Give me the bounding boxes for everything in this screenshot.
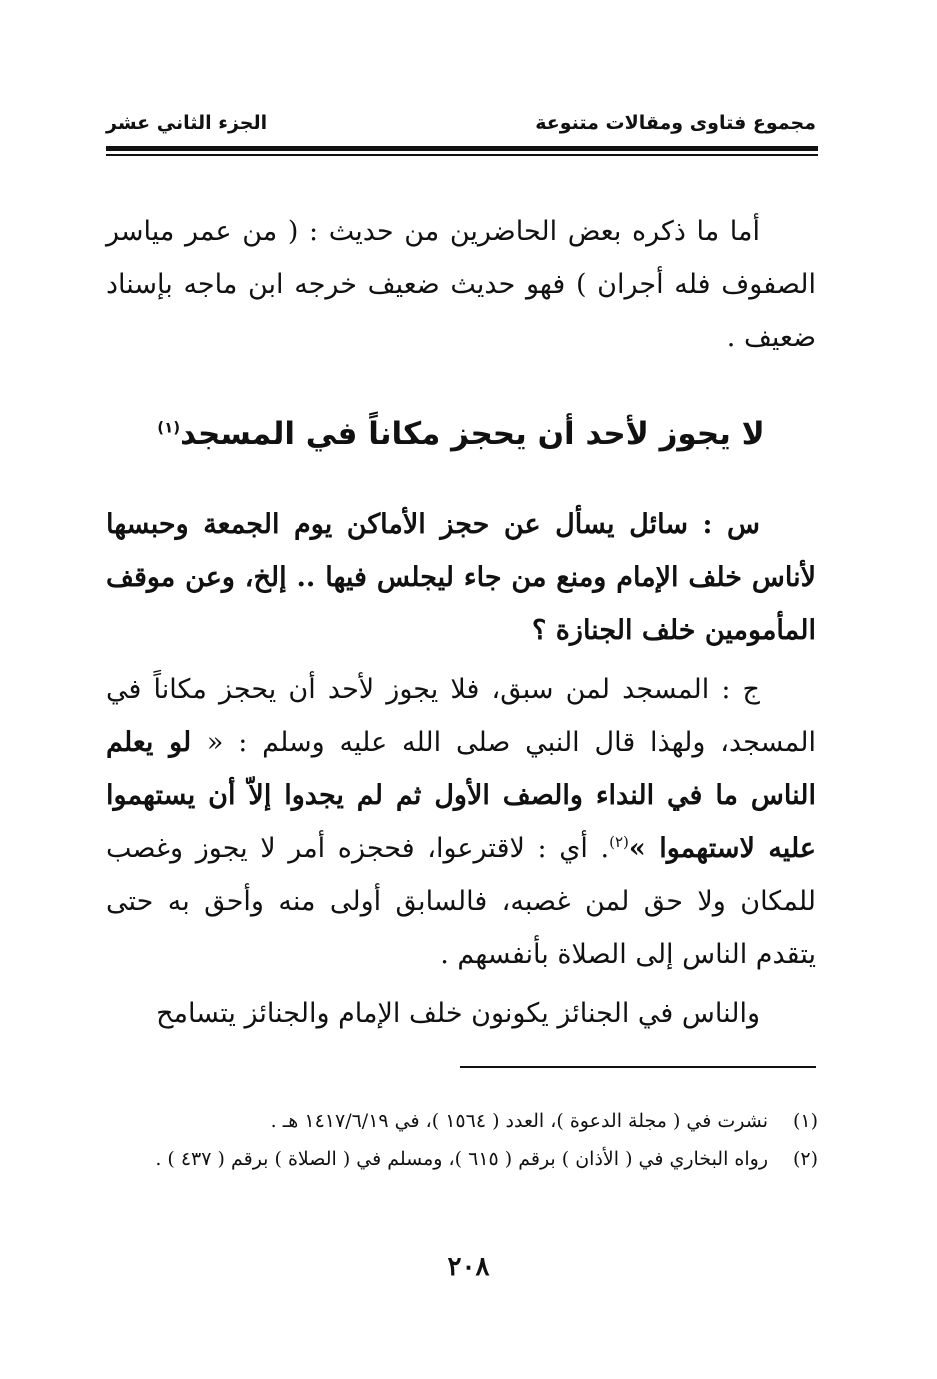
footnote-separator	[460, 1066, 816, 1068]
running-header	[106, 112, 816, 142]
answer-paragraph	[106, 663, 816, 981]
section-title-text: لا يجوز لأحد أن يحجز مكاناً في المسجد	[180, 416, 765, 452]
footnote-text: رواه البخاري في ( الأذان ) برقم ( ٦١٥ )، ومسلم في ( الصلاة ) برقم ( ٤٣٧ ) .	[155, 1148, 768, 1170]
main-text	[106, 205, 816, 1040]
answer-text-2: . أي : لاقترعوا، فحجزه أمر لا يجوز وغصب للمكان ولا حق لمن غصبه، فالسابق أولى منه وأحق به حتى يتقدم الناس إلى الصلاة بأنفسهم .	[106, 833, 816, 970]
section-title	[106, 404, 816, 464]
answer-footnote-ref: (٢)	[609, 833, 629, 851]
intro-paragraph: أما ما ذكره بعض الحاضرين من حديث : ( من عمر مياسر الصفوف فله أجران ) فهو حديث ضعيف خرجه ابن ماجه بإسناد ضعيف .	[106, 216, 816, 353]
question-paragraph: س : سائل يسأل عن حجز الأماكن يوم الجمعة وحبسها لأناس خلف الإمام ومنع من جاء ليجلس فيها .. إلخ، وعن موقف المأمومين خلف الجنازة ؟	[106, 509, 816, 646]
answer-text-1: ج : المسجد لمن سبق، فلا يجوز لأحد أن يحجز مكاناً في المسجد، ولهذا قال النبي صلى الله عليه وسلم : «	[106, 674, 816, 758]
page-number: ٢٠٨	[447, 1252, 490, 1282]
header-rule-thin	[106, 154, 818, 156]
footnote-item	[106, 1102, 818, 1140]
book-title: مجموع فتاوى ومقالات متنوعة	[535, 112, 816, 134]
header-rule-thick	[106, 146, 818, 151]
footnote-text: نشرت في ( مجلة الدعوة )، العدد ( ١٥٦٤ )، في ١٤١٧/٦/١٩ هـ .	[270, 1110, 768, 1132]
closing-paragraph: والناس في الجنائز يكونون خلف الإمام والجنائز يتسامح	[156, 998, 760, 1029]
volume-label: الجزء الثاني عشر	[106, 112, 268, 134]
footnote-number: (١)	[792, 1110, 818, 1132]
footnote-number: (٢)	[792, 1148, 818, 1170]
footnotes	[106, 1102, 818, 1178]
hadith-quote: لو يعلم الناس ما في النداء والصف الأول ثم لم يجدوا إلاّ أن يستهموا عليه لاستهموا »	[106, 727, 816, 864]
footnote-item	[106, 1140, 818, 1178]
title-footnote-ref: (١)	[157, 418, 181, 437]
